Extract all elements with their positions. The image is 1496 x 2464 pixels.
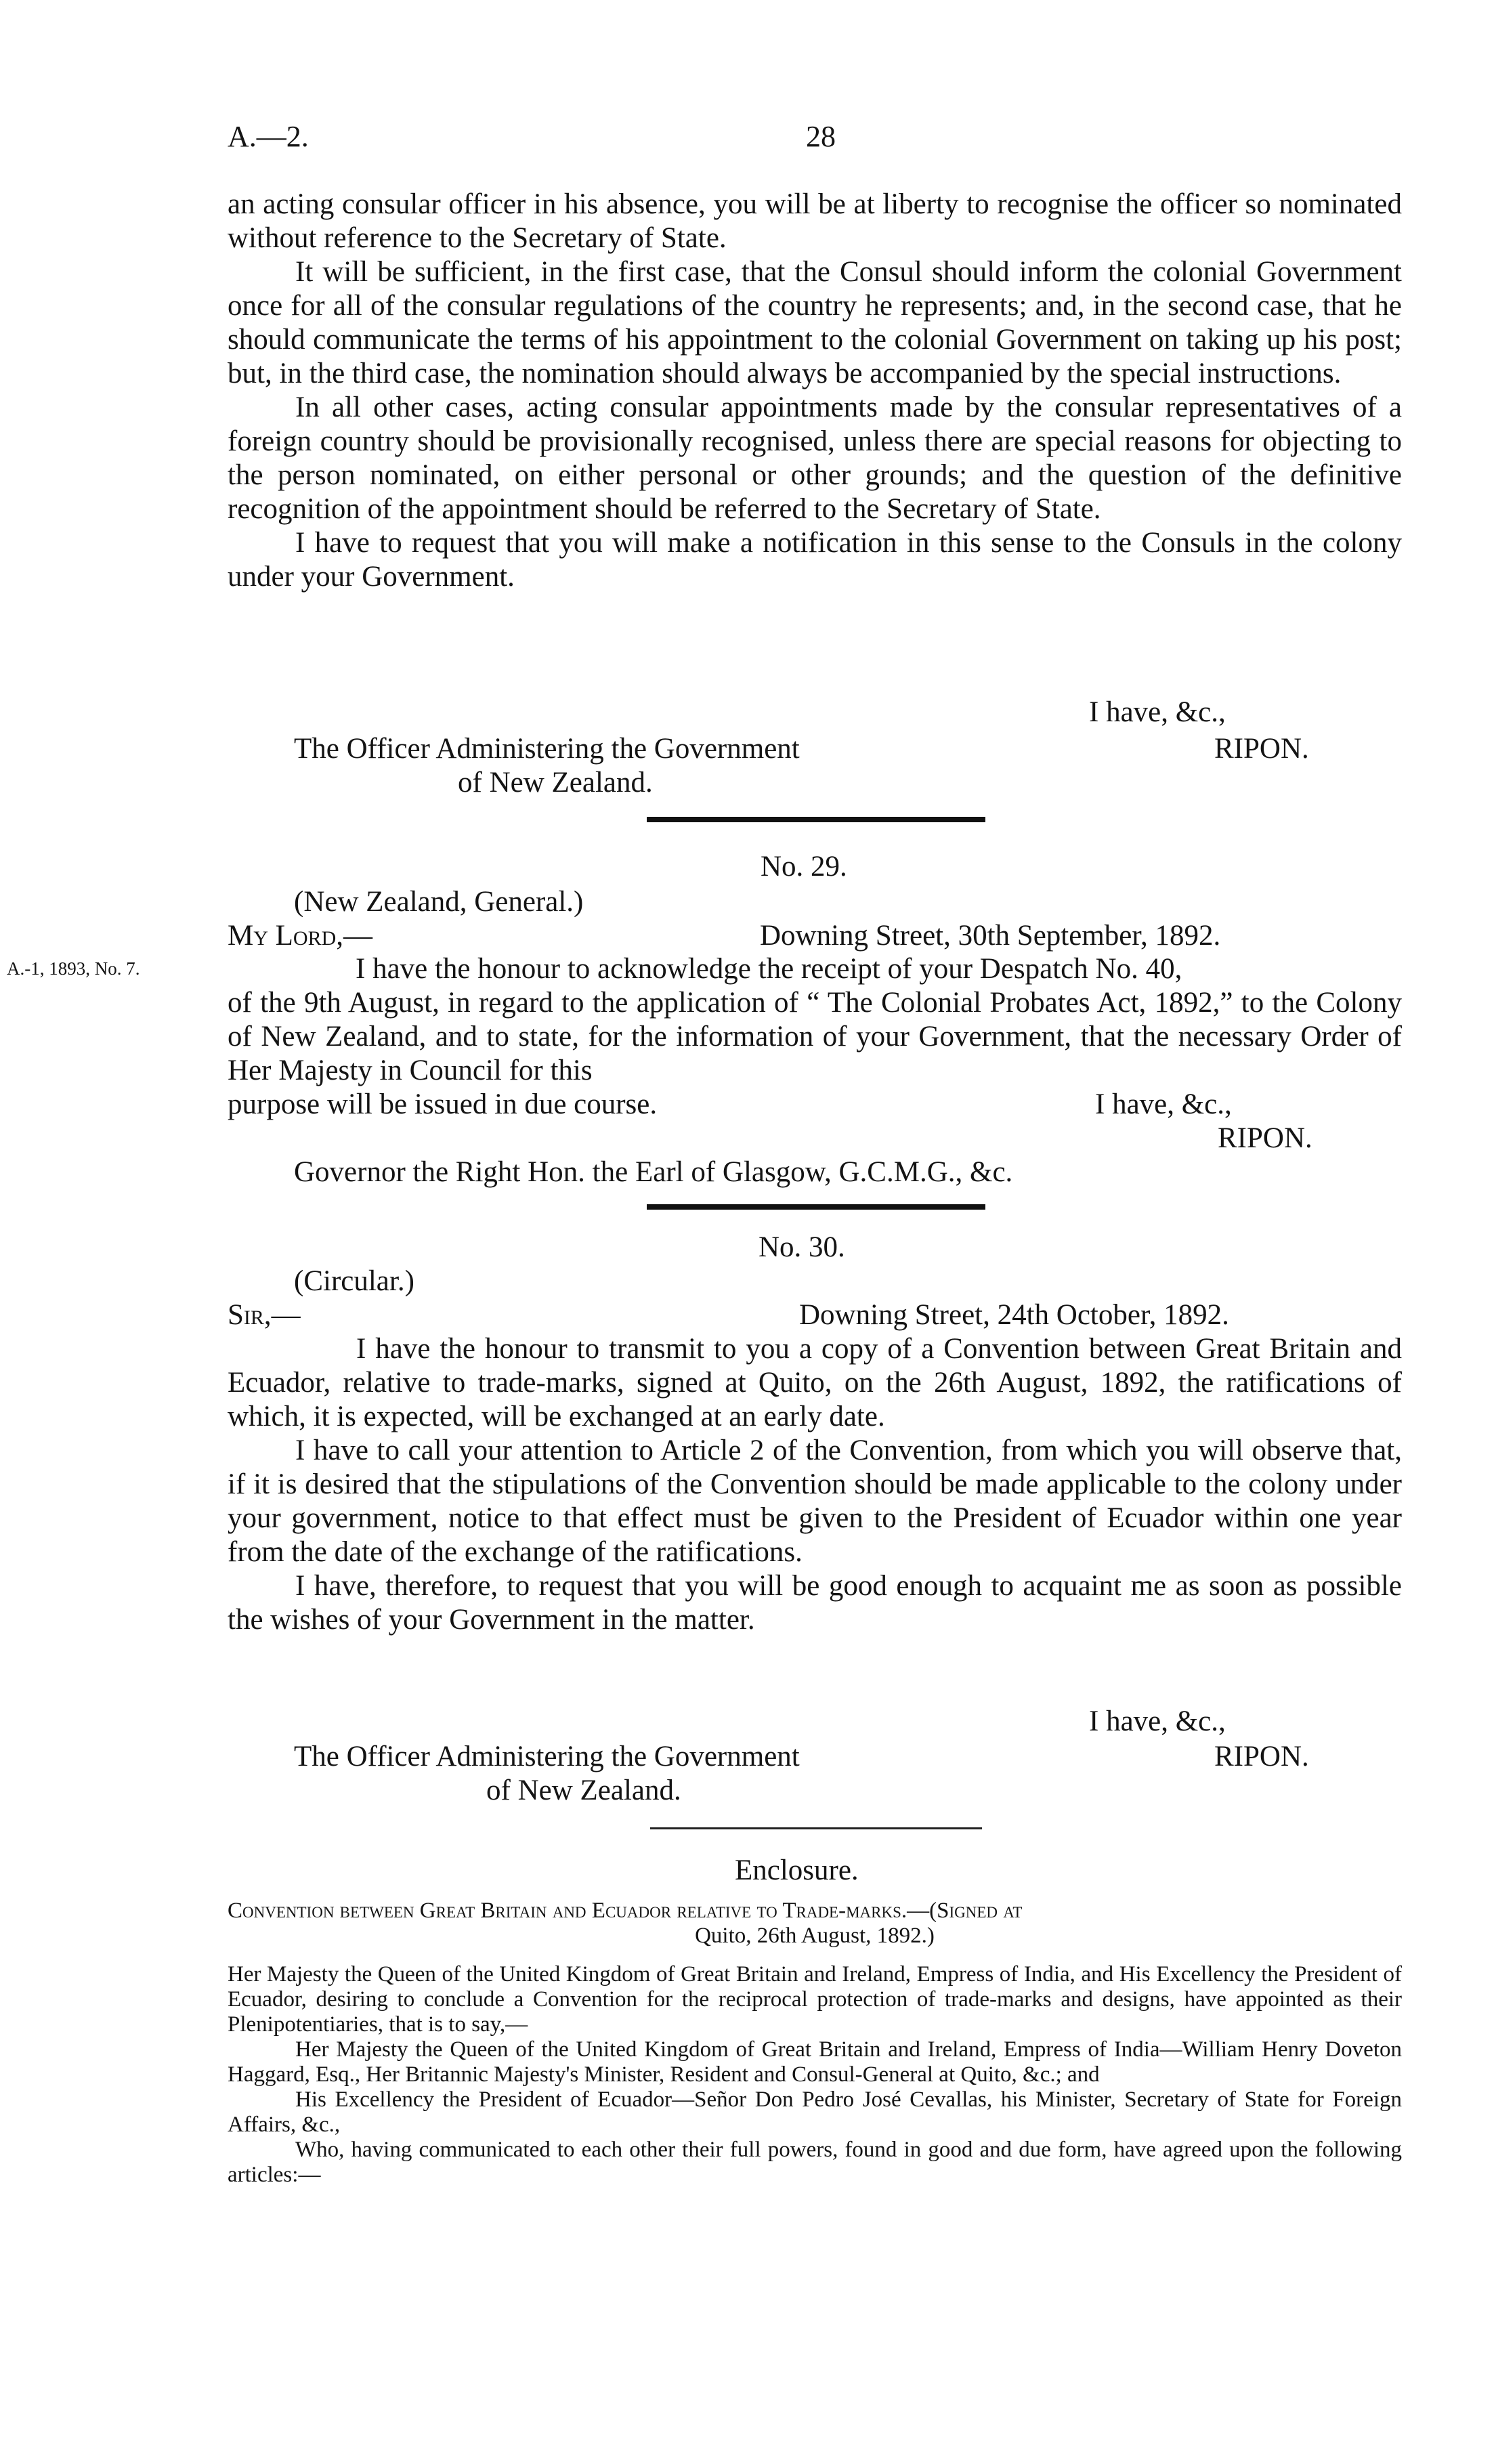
section-divider: [647, 1204, 985, 1210]
enclosure-heading: Enclosure.: [735, 1854, 859, 1886]
paragraph-first-line: I have the honour to acknowledge the receipt of your Despatch No. 40,: [356, 953, 1182, 985]
paragraph: I have the honour to transmit to you a copy of a Convention between Great Britain and Ecuador, relative to trade-marks, signed at Quito, on the 26th August, 1892, the ratifications of which, it is expected, will be exchanged at an early date.: [228, 1333, 1402, 1432]
addressee: The Officer Administering the Government: [294, 733, 800, 765]
salutation: Sir,—: [228, 1299, 301, 1331]
paragraph: I have, therefore, to request that you will be good enough to acquaint me as soon as possible the wishes of your Government in the matter.: [228, 1570, 1402, 1636]
margin-reference: A.-1, 1893, No. 7.: [7, 958, 140, 979]
paragraph: Who, having communicated to each other their full powers, found in good and due form, have agreed upon the following articles:—: [228, 2138, 1402, 2187]
document-reference: A.—2.: [228, 120, 309, 153]
dateline: Downing Street, 24th October, 1892.: [799, 1299, 1229, 1331]
closing: I have, &c.,: [1095, 1088, 1232, 1120]
salutation: My Lord,—: [228, 920, 373, 952]
no30-text: [228, 1332, 1402, 1637]
closing: I have, &c.,: [1089, 696, 1226, 728]
section-divider: [647, 817, 985, 822]
addressee: of New Zealand.: [486, 1775, 681, 1806]
despatch-subheading: (New Zealand, General.): [294, 886, 584, 918]
signature: RIPON.: [1214, 733, 1309, 765]
enclosure-divider: [650, 1827, 982, 1829]
enclosure-title: [228, 1898, 1402, 1949]
paragraph-last-line: purpose will be issued in due course.: [228, 1088, 658, 1120]
enclosure-title-line: Quito, 26th August, 1892.): [695, 1924, 935, 1948]
paragraph: In all other cases, acting consular appointments made by the consular representatives of a foreign country should be provisionally recognised, unless there are special reasons for objecting to the person nominated, on either personal or other grounds; and the question of the definitive recognition of the appointment should be referred to the Secretary of State.: [228, 391, 1402, 525]
section1-text: [228, 188, 1402, 594]
despatch-subheading: (Circular.): [294, 1265, 414, 1297]
enclosure-title-line: Convention between Great Britain and Ecuador relative to Trade-marks.—(Signed at: [228, 1898, 1023, 1923]
addressee: of New Zealand.: [458, 767, 653, 799]
page-number: 28: [806, 120, 836, 153]
paragraph: Her Majesty the Queen of the United Kingdom of Great Britain and Ireland, Empress of India—William Henry Doveton Haggard, Esq., Her Britannic Majesty's Minister, Resident and Consul-General at Quito, &c.; and: [228, 2037, 1402, 2087]
signature: RIPON.: [1218, 1122, 1312, 1154]
dateline: Downing Street, 30th September, 1892.: [760, 920, 1221, 952]
enclosure-text: [228, 1962, 1402, 2188]
paragraph: Her Majesty the Queen of the United Kingdom of Great Britain and Ireland, Empress of India, and His Excellency the President of Ecuador, desiring to conclude a Convention for the reciprocal protection of trade-marks and designs, have appointed as their Plenipotentiaries, that is to say,—: [228, 1962, 1402, 2037]
despatch-number: No. 30.: [758, 1231, 845, 1263]
paragraph: It will be sufficient, in the first case, that the Consul should inform the colonial Government once for all of the consular regulations of the country he represents; and, in the second case, that he should communicate the terms of his appointment to the colonial Government on taking up his post; but, in the third case, the nomination should always be accompanied by the special instructions.: [228, 256, 1402, 389]
paragraph: I have to call your attention to Article 2 of the Convention, from which you will observe that, if it is desired that the stipulations of the Convention should be made applicable to the colony under your government, notice to that effect must be given to the President of Ecuador within one year from the date of the exchange of the ratifications.: [228, 1435, 1402, 1568]
paragraph: I have to request that you will make a notification in this sense to the Consuls in the colony under your Government.: [228, 527, 1402, 593]
signature: RIPON.: [1214, 1741, 1309, 1772]
closing: I have, &c.,: [1089, 1705, 1226, 1737]
paragraph: of the 9th August, in regard to the application of “ The Colonial Probates Act, 1892,” to the Colony of New Zealand, and to state, for the information of your Government, that the necessary Order of Her Majesty in Council for this: [228, 987, 1402, 1086]
paragraph: an acting consular officer in his absence, you will be at liberty to recognise the officer so nominated without reference to the Secretary of State.: [228, 188, 1402, 254]
despatch-number: No. 29.: [761, 851, 847, 883]
addressee: Governor the Right Hon. the Earl of Glasgow, G.C.M.G., &c.: [294, 1156, 1013, 1188]
paragraph: His Excellency the President of Ecuador—Señor Don Pedro José Cevallas, his Minister, Secretary of State for Foreign Affairs, &c.,: [228, 2087, 1402, 2137]
addressee: The Officer Administering the Government: [294, 1741, 800, 1772]
